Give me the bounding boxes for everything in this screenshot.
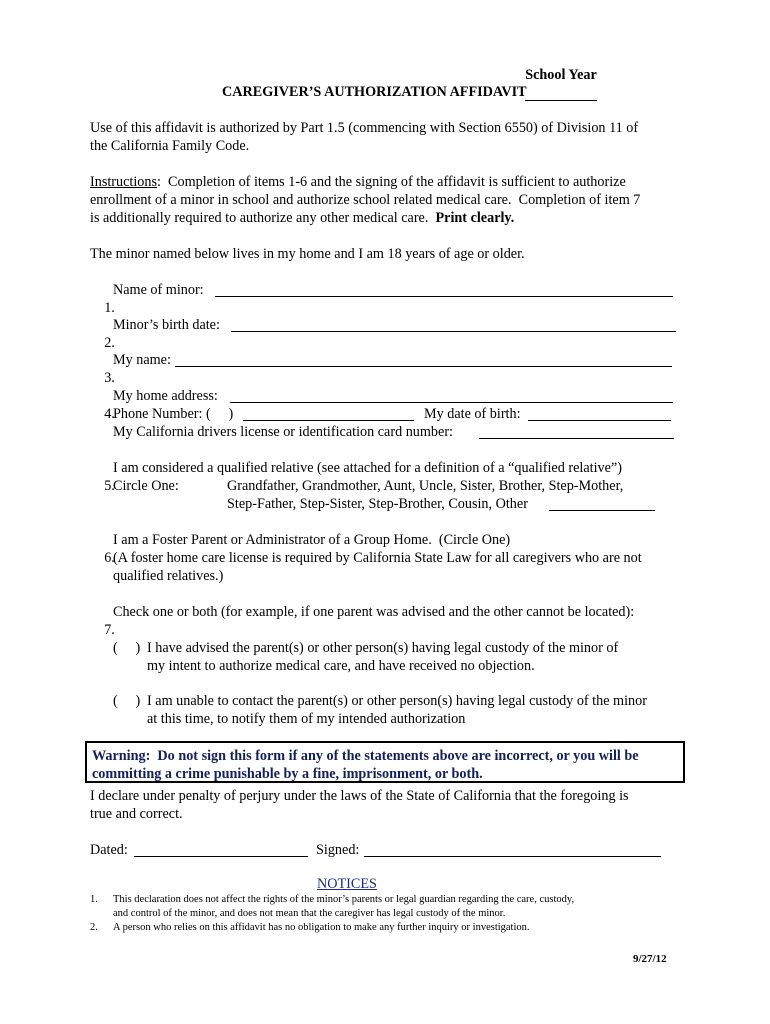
school-year-label: School Year	[525, 67, 597, 83]
option-b-parens[interactable]: ( )	[113, 693, 141, 709]
declaration-line-1: I declare under penalty of perjury under the laws of the State of California that the foregoing is	[90, 788, 629, 804]
warning-line-2: committing a crime punishable by a fine, imprisonment, or both.	[92, 766, 483, 782]
item-1-label: Name of minor:	[113, 282, 204, 298]
residency-statement: The minor named below lives in my home and I am 18 years of age or older.	[90, 246, 525, 262]
notice-1-number: 1.	[90, 894, 98, 905]
dated-field[interactable]	[134, 842, 308, 857]
relative-options-line-2: Step-Father, Step-Sister, Step-Brother, Cousin, Other	[227, 496, 528, 512]
option-a-line-2: my intent to authorize medical care, and have received no objection.	[147, 658, 535, 674]
warning-text	[92, 747, 684, 783]
warning-line-1: Warning: Do not sign this form if any of the statements above are incorrect, or you will be	[92, 748, 639, 764]
caregiver-dob-label: My date of birth:	[424, 406, 521, 422]
option-a-line-1: I have advised the parent(s) or other person(s) having legal custody of the minor of	[147, 640, 619, 656]
option-b-checkbox[interactable]	[113, 692, 140, 710]
warning-box	[85, 741, 685, 783]
instructions-line-3-text: is additionally required to authorize any other medical care.	[90, 210, 436, 226]
caregiver-name-field[interactable]	[175, 352, 672, 367]
check-one-or-both-label: Check one or both (for example, if one parent was advised and the other cannot be located):	[113, 604, 635, 620]
declaration-line-2: true and correct.	[90, 806, 183, 822]
signed-label: Signed:	[316, 842, 360, 858]
caregiver-dob-field[interactable]	[528, 406, 671, 421]
option-a-checkbox[interactable]	[113, 639, 140, 657]
instructions-label: Instructions	[90, 174, 157, 190]
notice-2-line-1: A person who relies on this affidavit has no obligation to make any further inquiry or investigation.	[113, 922, 530, 933]
minor-name-field[interactable]	[215, 282, 673, 297]
item-3-number: 3.	[104, 370, 115, 386]
intro-line-2: the California Family Code.	[90, 138, 250, 154]
intro-line-1: Use of this affidavit is authorized by Part 1.5 (commencing with Section 6550) of Division 11 of	[90, 120, 639, 136]
item-3-label: My name:	[113, 352, 171, 368]
item-4-number: 4.	[104, 406, 115, 422]
option-a-parens[interactable]: ( )	[113, 640, 141, 656]
foster-license-note-2: qualified relatives.)	[113, 568, 224, 584]
item-7-number: 7.	[104, 622, 115, 638]
school-year-field[interactable]	[525, 86, 597, 101]
item-5-number: 5.	[104, 478, 115, 494]
home-address-field[interactable]	[230, 388, 673, 403]
qualified-relative-statement: I am considered a qualified relative (see attached for a definition of a “qualified relative”)	[113, 460, 622, 476]
revision-date: 9/27/12	[633, 953, 667, 965]
minor-birth-date-field[interactable]	[231, 317, 676, 332]
item-2-number: 2.	[104, 335, 115, 351]
item-1-number: 1.	[104, 300, 115, 316]
instructions-line-2: enrollment of a minor in school and authorize school related medical care. Completion of item 7	[90, 192, 641, 208]
foster-parent-statement: I am a Foster Parent or Administrator of a Group Home. (Circle One)	[113, 532, 511, 548]
page-title: CAREGIVER’S AUTHORIZATION AFFIDAVIT	[222, 84, 527, 100]
license-number-label: My California drivers license or identification card number:	[113, 424, 453, 440]
print-clearly: Print clearly.	[435, 210, 515, 226]
instructions-line-3	[90, 209, 514, 227]
phone-number-label: Phone Number: ( )	[113, 406, 234, 422]
notice-1-line-1: This declaration does not affect the rights of the minor’s parents or legal guardian regarding the care, custody,	[113, 894, 575, 905]
phone-number-field[interactable]	[243, 406, 414, 421]
item-6-number: 6.	[104, 550, 115, 566]
option-b-line-1: I am unable to contact the parent(s) or other person(s) having legal custody of the minor	[147, 693, 647, 709]
notices-title: NOTICES	[317, 876, 377, 892]
home-address-label: My home address:	[113, 388, 218, 404]
foster-license-note-1: (A foster home care license is required by California State Law for all caregivers who are not	[113, 550, 642, 566]
license-number-field[interactable]	[479, 424, 674, 439]
instructions-line-1	[90, 173, 626, 191]
item-2-label: Minor’s birth date:	[113, 317, 220, 333]
relative-options-line-1: Grandfather, Grandmother, Aunt, Uncle, Sister, Brother, Step-Mother,	[227, 478, 624, 494]
instructions-line-1-text: : Completion of items 1-6 and the signing of the affidavit is sufficient to authorize	[157, 174, 626, 190]
dated-label: Dated:	[90, 842, 128, 858]
notice-2-number: 2.	[90, 922, 98, 933]
circle-one-label: Circle One:	[113, 478, 179, 494]
other-relative-field[interactable]	[549, 496, 655, 511]
option-b-line-2: at this time, to notify them of my intended authorization	[147, 711, 466, 727]
notice-1-line-2: and control of the minor, and does not mean that the caregiver has legal custody of the minor.	[113, 908, 506, 919]
signature-field[interactable]	[364, 842, 661, 857]
